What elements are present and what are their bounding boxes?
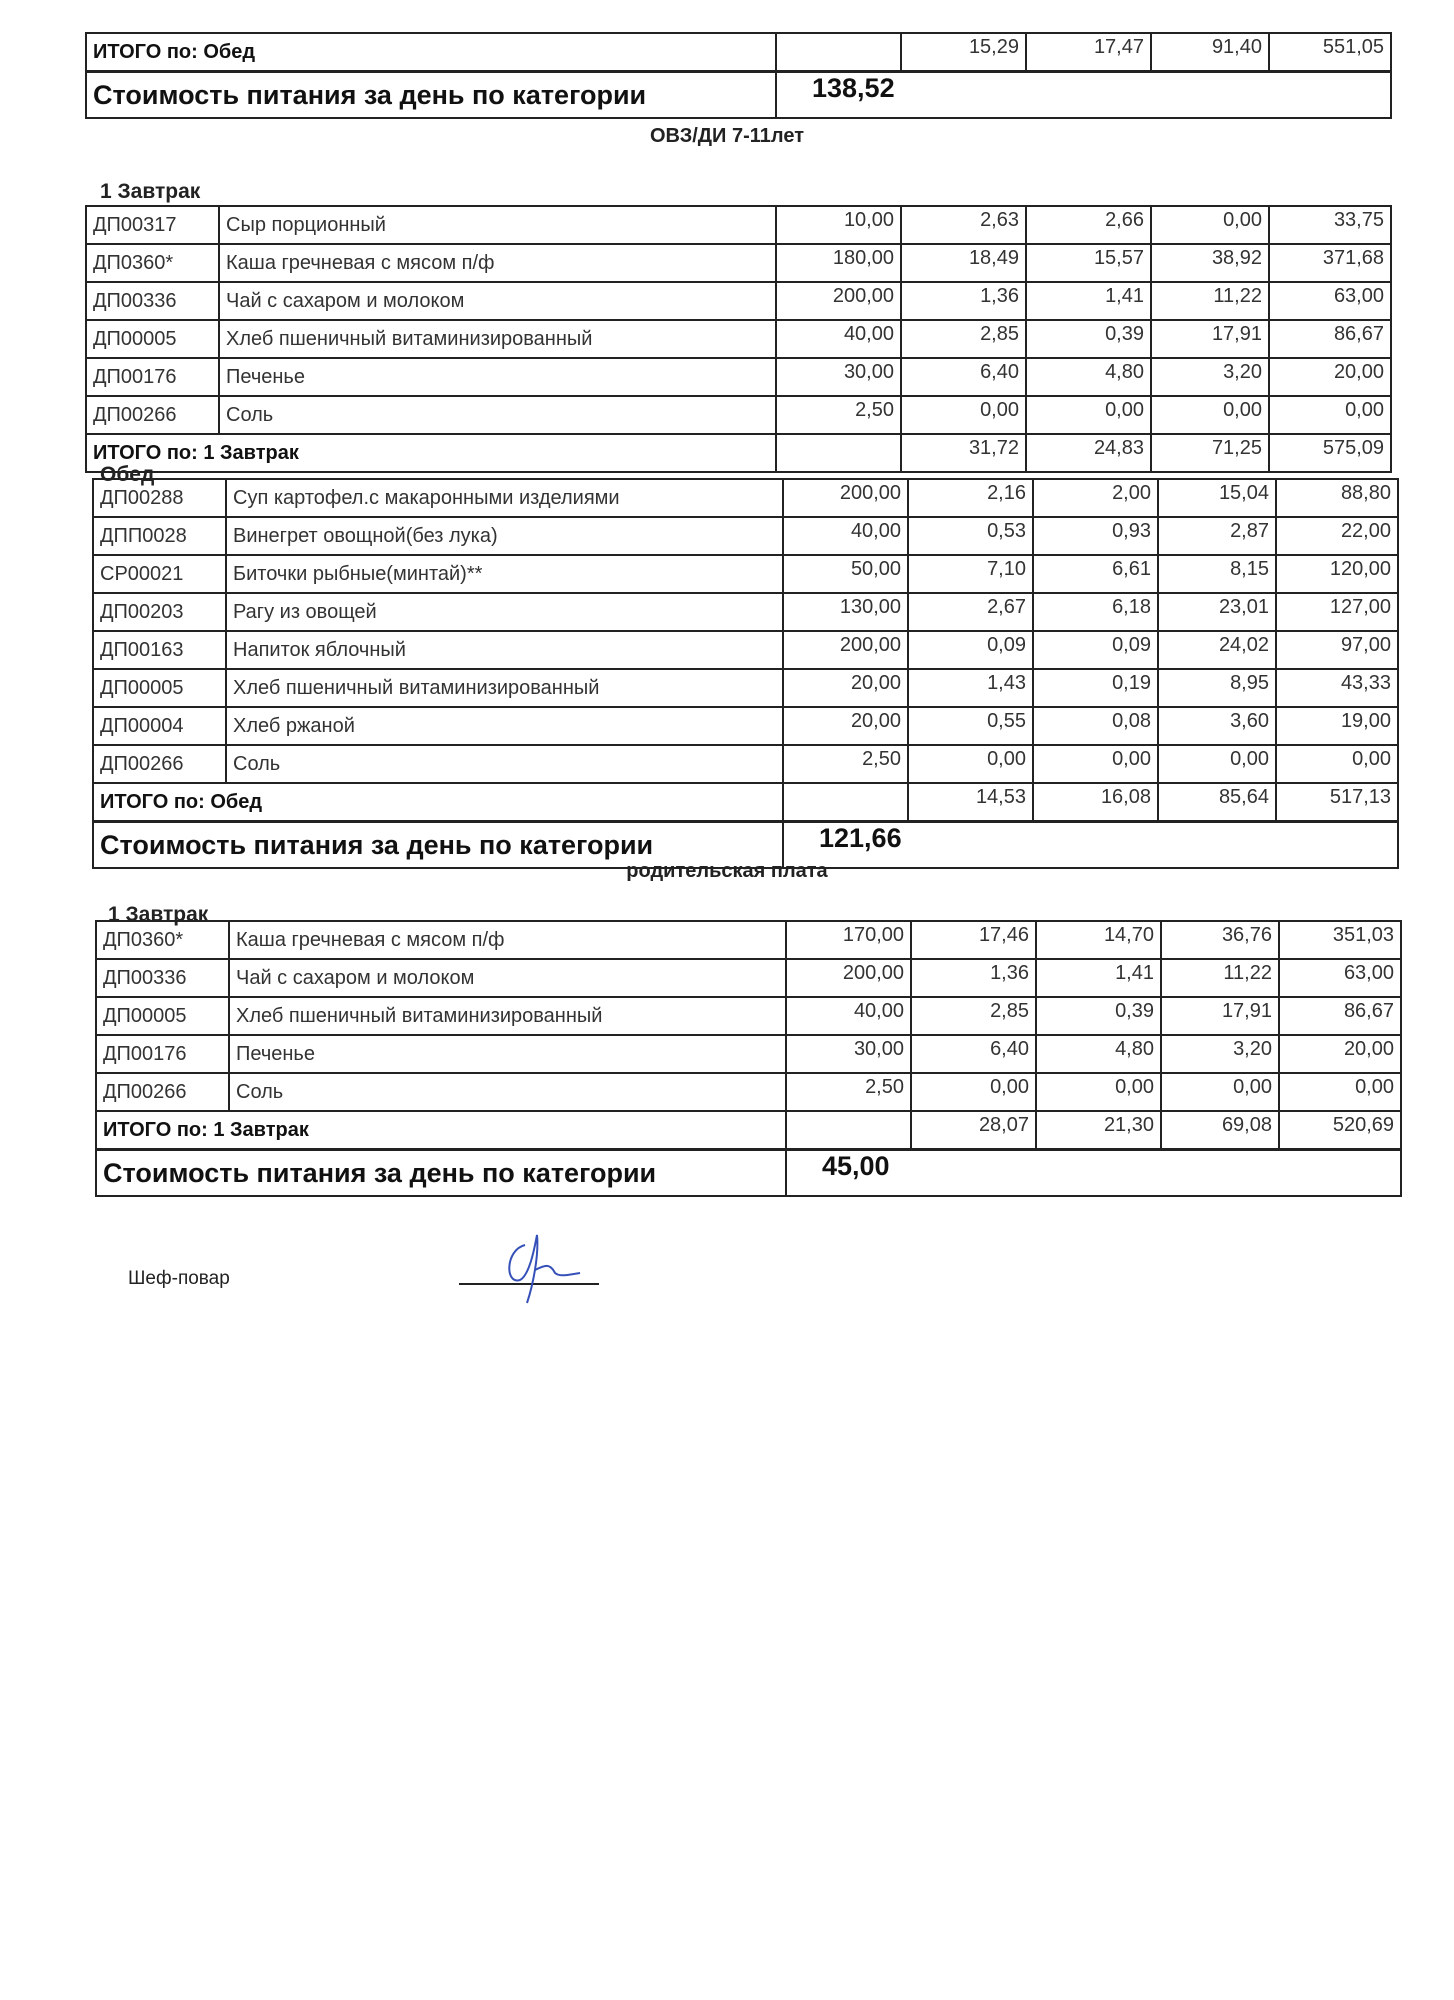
total-value: 24,83 <box>1026 434 1151 472</box>
item-fat: 15,57 <box>1026 244 1151 282</box>
item-calories: 86,67 <box>1279 997 1401 1035</box>
item-name: Соль <box>219 396 776 434</box>
item-protein: 18,49 <box>901 244 1026 282</box>
total-value <box>786 1111 911 1150</box>
breakfast-table-ovz <box>85 205 1392 473</box>
total-label: ИТОГО по: Обед <box>86 33 776 72</box>
chef-label: Шеф-повар <box>128 1268 230 1289</box>
table-row <box>93 745 1398 783</box>
item-code: ДП00203 <box>93 593 226 631</box>
total-value <box>783 783 908 822</box>
item-carbs: 17,91 <box>1161 997 1279 1035</box>
total-row <box>86 434 1391 472</box>
item-protein: 2,85 <box>901 320 1026 358</box>
item-protein: 0,00 <box>901 396 1026 434</box>
item-fat: 0,39 <box>1026 320 1151 358</box>
item-protein: 6,40 <box>911 1035 1036 1073</box>
item-name: Соль <box>226 745 783 783</box>
item-protein: 0,55 <box>908 707 1033 745</box>
item-fat: 4,80 <box>1036 1035 1161 1073</box>
item-quantity: 40,00 <box>783 517 908 555</box>
item-fat: 1,41 <box>1026 282 1151 320</box>
total-value: 69,08 <box>1161 1111 1279 1150</box>
total-value: 551,05 <box>1269 33 1391 72</box>
total-value: 91,40 <box>1151 33 1269 72</box>
table-row <box>93 631 1398 669</box>
item-protein: 2,85 <box>911 997 1036 1035</box>
cost-label: Стоимость питания за день по категории <box>86 72 776 119</box>
item-name: Рагу из овощей <box>226 593 783 631</box>
item-protein: 1,43 <box>908 669 1033 707</box>
table-row <box>93 479 1398 517</box>
item-code: ДП00266 <box>96 1073 229 1111</box>
item-code: ДП00163 <box>93 631 226 669</box>
top-summary-table <box>85 32 1392 119</box>
section-label-breakfast: 1 Завтрак <box>100 180 201 203</box>
item-fat: 0,93 <box>1033 517 1158 555</box>
total-value: 520,69 <box>1279 1111 1401 1150</box>
item-calories: 97,00 <box>1276 631 1398 669</box>
item-fat: 0,39 <box>1036 997 1161 1035</box>
signature <box>495 1225 595 1305</box>
item-quantity: 2,50 <box>783 745 908 783</box>
item-carbs: 36,76 <box>1161 921 1279 959</box>
item-name: Каша гречневая с мясом п/ф <box>229 921 786 959</box>
item-protein: 0,00 <box>911 1073 1036 1111</box>
item-quantity: 2,50 <box>786 1073 911 1111</box>
table-row <box>86 206 1391 244</box>
item-name: Печенье <box>219 358 776 396</box>
total-value: 31,72 <box>901 434 1026 472</box>
cost-row <box>86 72 1391 119</box>
cost-row <box>96 1150 1401 1197</box>
total-row <box>96 1111 1401 1150</box>
item-calories: 371,68 <box>1269 244 1391 282</box>
total-row <box>86 33 1391 72</box>
item-quantity: 200,00 <box>786 959 911 997</box>
item-calories: 120,00 <box>1276 555 1398 593</box>
item-carbs: 0,00 <box>1151 206 1269 244</box>
item-code: СР00021 <box>93 555 226 593</box>
item-calories: 20,00 <box>1279 1035 1401 1073</box>
item-fat: 6,18 <box>1033 593 1158 631</box>
item-quantity: 40,00 <box>776 320 901 358</box>
item-name: Печенье <box>229 1035 786 1073</box>
item-fat: 2,66 <box>1026 206 1151 244</box>
total-value: 21,30 <box>1036 1111 1161 1150</box>
item-calories: 63,00 <box>1279 959 1401 997</box>
item-protein: 2,67 <box>908 593 1033 631</box>
total-value <box>776 434 901 472</box>
item-carbs: 2,87 <box>1158 517 1276 555</box>
item-code: ДП00288 <box>93 479 226 517</box>
breakfast-table-parent <box>95 920 1402 1197</box>
item-carbs: 17,91 <box>1151 320 1269 358</box>
item-fat: 0,19 <box>1033 669 1158 707</box>
item-carbs: 3,20 <box>1151 358 1269 396</box>
item-code: ДП0360* <box>86 244 219 282</box>
item-protein: 7,10 <box>908 555 1033 593</box>
table-row <box>86 282 1391 320</box>
item-name: Хлеб пшеничный витаминизированный <box>226 669 783 707</box>
table-row <box>96 921 1401 959</box>
item-fat: 14,70 <box>1036 921 1161 959</box>
total-value: 71,25 <box>1151 434 1269 472</box>
item-quantity: 40,00 <box>786 997 911 1035</box>
total-label: ИТОГО по: 1 Завтрак <box>96 1111 786 1150</box>
item-quantity: 20,00 <box>783 669 908 707</box>
item-code: ДПП0028 <box>93 517 226 555</box>
item-calories: 88,80 <box>1276 479 1398 517</box>
item-protein: 1,36 <box>901 282 1026 320</box>
item-carbs: 3,60 <box>1158 707 1276 745</box>
item-carbs: 3,20 <box>1161 1035 1279 1073</box>
total-value: 17,47 <box>1026 33 1151 72</box>
item-protein: 6,40 <box>901 358 1026 396</box>
item-calories: 0,00 <box>1279 1073 1401 1111</box>
cost-value: 45,00 <box>786 1150 1401 1197</box>
item-quantity: 20,00 <box>783 707 908 745</box>
table-row <box>93 555 1398 593</box>
item-quantity: 200,00 <box>783 631 908 669</box>
total-label: ИТОГО по: 1 Завтрак <box>86 434 776 472</box>
lunch-table-ovz <box>92 478 1399 869</box>
item-carbs: 23,01 <box>1158 593 1276 631</box>
cost-value: 121,66 <box>783 822 1398 869</box>
total-value: 28,07 <box>911 1111 1036 1150</box>
item-quantity: 200,00 <box>783 479 908 517</box>
item-quantity: 180,00 <box>776 244 901 282</box>
item-carbs: 0,00 <box>1151 396 1269 434</box>
item-carbs: 11,22 <box>1151 282 1269 320</box>
section-label-lunch: Обед <box>100 463 155 486</box>
item-name: Сыр порционный <box>219 206 776 244</box>
item-carbs: 15,04 <box>1158 479 1276 517</box>
table-row <box>96 1073 1401 1111</box>
item-name: Чай с сахаром и молоком <box>229 959 786 997</box>
category-title-ovz: ОВЗ/ДИ 7-11лет <box>649 125 805 147</box>
item-name: Суп картофел.с макаронными изделиями <box>226 479 783 517</box>
table-row <box>86 244 1391 282</box>
total-value: 14,53 <box>908 783 1033 822</box>
item-quantity: 30,00 <box>786 1035 911 1073</box>
item-fat: 0,09 <box>1033 631 1158 669</box>
item-protein: 1,36 <box>911 959 1036 997</box>
total-value: 15,29 <box>901 33 1026 72</box>
total-value: 575,09 <box>1269 434 1391 472</box>
table-row <box>93 593 1398 631</box>
total-value <box>776 33 901 72</box>
cost-label: Стоимость питания за день по категории <box>96 1150 786 1197</box>
item-code: ДП00176 <box>86 358 219 396</box>
item-fat: 0,08 <box>1033 707 1158 745</box>
category-title-parent-fee: родительская плата <box>626 860 828 882</box>
item-fat: 6,61 <box>1033 555 1158 593</box>
item-protein: 0,00 <box>908 745 1033 783</box>
item-calories: 86,67 <box>1269 320 1391 358</box>
item-quantity: 30,00 <box>776 358 901 396</box>
item-calories: 19,00 <box>1276 707 1398 745</box>
item-calories: 351,03 <box>1279 921 1401 959</box>
cost-value: 138,52 <box>776 72 1391 119</box>
item-name: Хлеб пшеничный витаминизированный <box>219 320 776 358</box>
total-value: 517,13 <box>1276 783 1398 822</box>
item-name: Хлеб пшеничный витаминизированный <box>229 997 786 1035</box>
table-row <box>96 997 1401 1035</box>
item-calories: 0,00 <box>1276 745 1398 783</box>
item-fat: 1,41 <box>1036 959 1161 997</box>
item-calories: 20,00 <box>1269 358 1391 396</box>
item-name: Винегрет овощной(без лука) <box>226 517 783 555</box>
item-fat: 0,00 <box>1036 1073 1161 1111</box>
total-value: 16,08 <box>1033 783 1158 822</box>
table-row <box>93 669 1398 707</box>
item-carbs: 0,00 <box>1161 1073 1279 1111</box>
item-quantity: 200,00 <box>776 282 901 320</box>
item-protein: 2,16 <box>908 479 1033 517</box>
item-carbs: 24,02 <box>1158 631 1276 669</box>
item-carbs: 38,92 <box>1151 244 1269 282</box>
table-row <box>96 959 1401 997</box>
item-name: Хлеб ржаной <box>226 707 783 745</box>
item-protein: 0,09 <box>908 631 1033 669</box>
item-code: ДП00266 <box>93 745 226 783</box>
item-carbs: 8,15 <box>1158 555 1276 593</box>
total-label: ИТОГО по: Обед <box>93 783 783 822</box>
item-calories: 43,33 <box>1276 669 1398 707</box>
cost-label: Стоимость питания за день по категории <box>93 822 783 869</box>
item-code: ДП00005 <box>96 997 229 1035</box>
item-code: ДП00336 <box>86 282 219 320</box>
item-carbs: 11,22 <box>1161 959 1279 997</box>
section-label-breakfast-parent: 1 Завтрак <box>108 903 209 926</box>
table-row <box>86 358 1391 396</box>
table-row <box>86 396 1391 434</box>
item-carbs: 8,95 <box>1158 669 1276 707</box>
item-quantity: 50,00 <box>783 555 908 593</box>
item-fat: 2,00 <box>1033 479 1158 517</box>
item-calories: 63,00 <box>1269 282 1391 320</box>
item-quantity: 170,00 <box>786 921 911 959</box>
item-name: Каша гречневая с мясом п/ф <box>219 244 776 282</box>
item-carbs: 0,00 <box>1158 745 1276 783</box>
item-protein: 0,53 <box>908 517 1033 555</box>
item-code: ДП0360* <box>96 921 229 959</box>
table-row <box>96 1035 1401 1073</box>
total-value: 85,64 <box>1158 783 1276 822</box>
item-name: Биточки рыбные(минтай)** <box>226 555 783 593</box>
table-row <box>93 517 1398 555</box>
item-code: ДП00004 <box>93 707 226 745</box>
item-fat: 4,80 <box>1026 358 1151 396</box>
item-quantity: 130,00 <box>783 593 908 631</box>
item-calories: 127,00 <box>1276 593 1398 631</box>
total-row <box>93 783 1398 822</box>
item-protein: 17,46 <box>911 921 1036 959</box>
item-code: ДП00336 <box>96 959 229 997</box>
item-code: ДП00317 <box>86 206 219 244</box>
item-code: ДП00266 <box>86 396 219 434</box>
item-calories: 0,00 <box>1269 396 1391 434</box>
item-name: Напиток яблочный <box>226 631 783 669</box>
item-calories: 22,00 <box>1276 517 1398 555</box>
table-row <box>93 707 1398 745</box>
item-fat: 0,00 <box>1033 745 1158 783</box>
item-protein: 2,63 <box>901 206 1026 244</box>
item-name: Соль <box>229 1073 786 1111</box>
item-name: Чай с сахаром и молоком <box>219 282 776 320</box>
table-row <box>86 320 1391 358</box>
item-quantity: 2,50 <box>776 396 901 434</box>
item-fat: 0,00 <box>1026 396 1151 434</box>
item-code: ДП00005 <box>86 320 219 358</box>
item-code: ДП00005 <box>93 669 226 707</box>
item-calories: 33,75 <box>1269 206 1391 244</box>
item-code: ДП00176 <box>96 1035 229 1073</box>
item-quantity: 10,00 <box>776 206 901 244</box>
